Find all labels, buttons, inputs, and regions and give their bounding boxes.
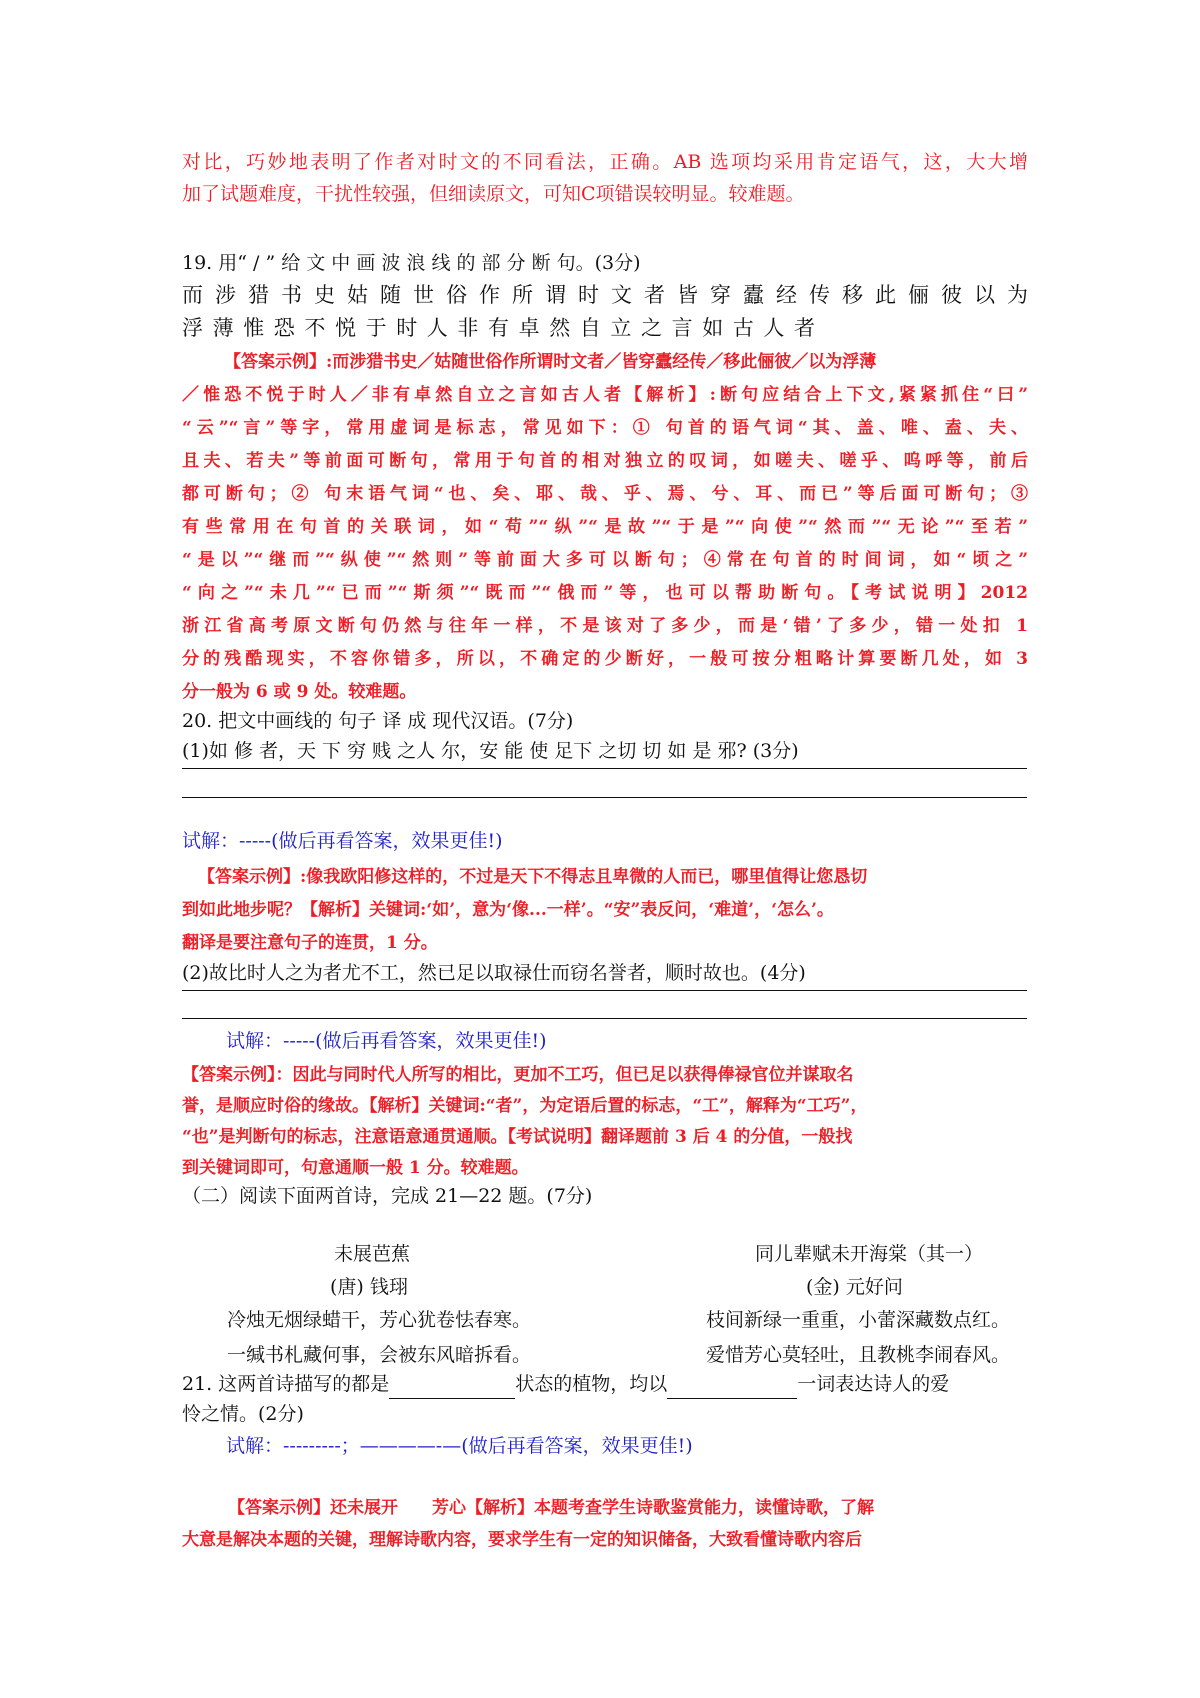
q19-answer-line: ／惟恐不悦于时人／非有卓然自立之言如古人者【解析】:断句应结合上下文,紧紧抓住“曰” [182,385,1028,405]
q21-blank-1 [389,1376,515,1399]
q21-prompt-part: 21. 这两首诗描写的都是 [182,1373,390,1395]
answer-line-rule [182,768,1027,769]
q20-try2: 试解：-----(做后再看答案，效果更佳!) [226,1030,547,1052]
intro-line: 加了试题难度，干扰性较强，但细读原文，可知C项错误较明显。较难题。 [182,183,805,205]
q21-blank-2 [667,1376,797,1399]
q20-sub1: (1)如 修 者，天 下 穷 贱 之人 尔，安 能 使 足下 之切 切 如 是 邪? (3分) [182,740,799,762]
poem2-author: (金) 元好问 [806,1276,903,1298]
intro-line: 对比，巧妙地表明了作者对时文的不同看法，正确。AB 选项均采用肯定语气，这，大大增 [182,151,1028,173]
poem1-line: 冷烛无烟绿蜡干，芳心犹卷怯春寒。 [227,1309,532,1331]
q19-prompt: 19. 用“ / ” 给 文 中 画 波 浪 线 的 部 分 断 句。(3分) [182,252,641,274]
q20-sub2: (2)故比时人之为者尤不工，然已足以取禄仕而窃名誉者，顺时故也。(4分) [182,962,806,984]
section2-heading: （二）阅读下面两首诗，完成 21—22 题。(7分) [182,1185,593,1207]
q21-answer-line: 【答案示例】还未展开 芳心【解析】本题考查学生诗歌鉴赏能力，读懂诗歌，了解 [228,1498,874,1518]
q20-prompt: 20. 把文中画线的 句子 译 成 现代汉语。(7分) [182,710,574,732]
q20-answer1-line: 【答案示例】:像我欧阳修这样的，不过是天下不得志且卑微的人而已，哪里值得让您恳切 [198,867,868,887]
q19-answer-line: “向之”“未几”“已而”“斯须”“既而”“俄而”等，也可以帮助断句。【考试说明】2012 [182,583,1028,603]
q20-try1: 试解：-----(做后再看答案，效果更佳!) [182,830,503,852]
q20-answer2-line: 誉，是顺应时俗的缘故。【解析】关键词:“者”，为定语后置的标志，“工”，解释为“工巧”， [182,1096,868,1116]
poem2-line: 爱惜芳心莫轻吐，且教桃李闹春风。 [706,1344,1011,1366]
poem2-line: 枝间新绿一重重，小蕾深藏数点红。 [706,1309,1011,1331]
poem1-line: 一缄书札藏何事，会被东风暗拆看。 [227,1344,532,1366]
q19-answer-line: “是以”“继而”“纵使”“然则”等前面大多可以断句；④常在句首的时间词，如“顷之” [182,550,1028,570]
q19-text-line: 浮薄惟恐不悦于时人非有卓然自立之言如古人者 [182,316,825,340]
q21-try: 试解：---------；————-—(做后再看答案，效果更佳!) [226,1435,693,1457]
q20-answer2-line: 到关键词即可，句意通顺一般 1 分。较难题。 [182,1158,529,1178]
answer-line-rule [182,990,1027,991]
q21-prompt [182,1369,1028,1399]
q19-answer-line: 有些常用在句首的关联词，如“苟”“纵”“是故”“于是”“向使”“然而”“无论”“至若” [182,517,1028,537]
q19-answer-line: 都可断句；② 句末语气词“也、矣、耶、哉、乎、焉、兮、耳、而已”等后面可断句；③ [182,484,1028,504]
q20-answer2-line: “也”是判断句的标志，注意语意通贯通顺。【考试说明】翻译题前 3 后 4 的分值，一般找 [182,1127,853,1147]
q19-answer-line: 分一般为 6 或 9 处。较难题。 [182,682,417,702]
poem1-title: 未展芭蕉 [334,1243,411,1265]
q21-prompt-part: 状态的植物，均以 [515,1373,668,1395]
answer-line-rule [182,797,1027,798]
q21-answer-line: 大意是解决本题的关键，理解诗歌内容，要求学生有一定的知识储备，大致看懂诗歌内容后 [182,1530,862,1550]
q19-text-line: 而涉猎书史姑随世俗作所谓时文者皆穿蠹经传移此俪彼以为 [182,283,1028,307]
q19-answer-line: 分的残酷现实，不容你错多，所以，不确定的少断好，一般可按分粗略计算要断几处，如 3 [182,649,1028,669]
q21-prompt-part: 一词表达诗人的爱 [797,1373,950,1395]
poem1-author: (唐) 钱珝 [330,1276,408,1298]
q20-answer1-line: 翻译是要注意句子的连贯，1 分。 [182,933,438,953]
q21-prompt-line2: 怜之情。(2分) [182,1403,304,1425]
q20-answer1-line: 到如此地步呢？【解析】关键词:‘如’，意为‘像...一样’。“安”表反问，‘难道’，‘怎么’。 [182,900,834,920]
answer-line-rule [182,1018,1027,1019]
q19-answer-line: “云”“言”等字，常用虚词是标志，常见如下：① 句首的语气词“其、盖、唯、盍、夫、 [182,418,1028,438]
q19-answer-line: 【答案示例】:而涉猎书史／姑随世俗作所谓时文者／皆穿蠹经传／移此俪彼／以为浮薄 [224,352,877,372]
q19-answer-line: 浙江省高考原文断句仍然与往年一样，不是该对了多少，而是‘错’了多少，错一处扣 1 [182,616,1028,636]
q19-answer-line: 且夫、若夫”等前面可断句，常用于句首的相对独立的叹词，如嗟夫、嗟乎、呜呼等，前后 [182,451,1028,471]
poem2-title: 同儿辈赋未开海棠（其一） [755,1243,984,1265]
q20-answer2-line: 【答案示例】：因此与同时代人所写的相比，更加不工巧，但已足以获得俸禄官位并谋取名 [182,1065,854,1085]
